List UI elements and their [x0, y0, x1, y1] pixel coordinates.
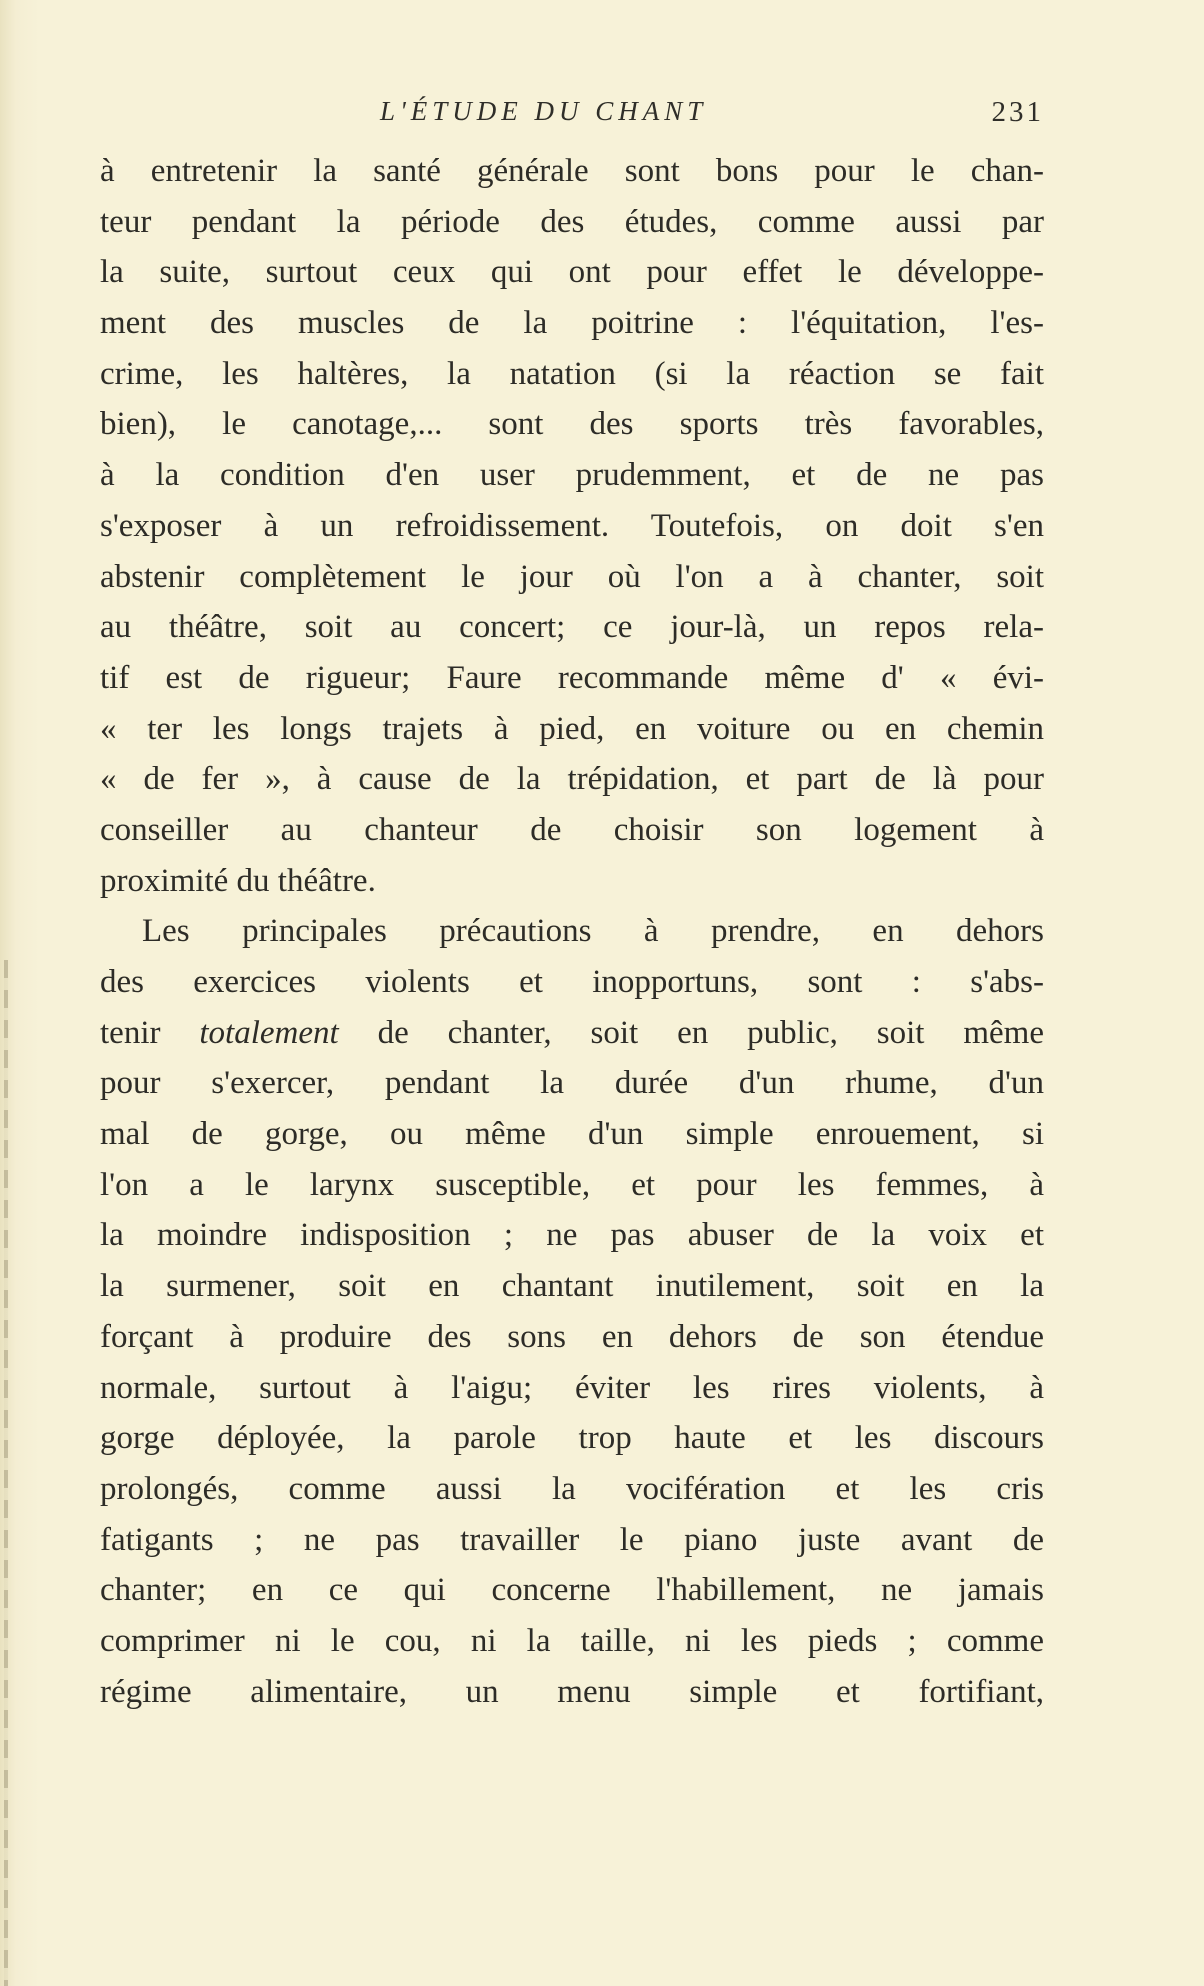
paragraph-1: [100, 146, 1044, 906]
text-line: comprimer ni le cou, ni la taille, ni les pieds ; comme: [100, 1622, 1044, 1659]
text-line: abstenir complètement le jour où l'on a à chanter, soit: [100, 558, 1044, 595]
text-line: l'on a le larynx susceptible, et pour les femmes, à: [100, 1166, 1044, 1203]
text-line: la surmener, soit en chantant inutilement, soit en la: [100, 1268, 1044, 1305]
text-line: à la condition d'en user prudemment, et de ne pas: [100, 457, 1044, 494]
text-fragment: tenir: [100, 1014, 200, 1051]
page-header: [100, 96, 1044, 136]
text-line: « ter les longs trajets à pied, en voiture ou en chemin: [100, 710, 1044, 747]
text-line: au théâtre, soit au concert; ce jour-là, un repos rela-: [100, 609, 1044, 646]
text-line: proximité du théâtre.: [100, 862, 376, 899]
text-line: bien), le canotage,... sont des sports très favorables,: [100, 406, 1044, 443]
text-line: [100, 1008, 1044, 1059]
text-line: teur pendant la période des études, comme aussi par: [100, 203, 1044, 240]
text-fragment: de chanter, soit en public, soit même: [338, 1014, 1044, 1051]
text-line: la moindre indisposition ; ne pas abuser de la voix et: [100, 1217, 1044, 1254]
text-line: conseiller au chanteur de choisir son logement à: [100, 811, 1044, 848]
text-line: chanter; en ce qui concerne l'habillement, ne jamais: [100, 1572, 1044, 1609]
text-line: prolongés, comme aussi la vocifération et les cris: [100, 1470, 1044, 1507]
text-line: forçant à produire des sons en dehors de son étendue: [100, 1318, 1044, 1355]
text-line: tif est de rigueur; Faure recommande même d' « évi-: [100, 659, 1044, 696]
text-line: à entretenir la santé générale sont bons pour le chan-: [100, 153, 1044, 189]
text-line: s'exposer à un refroidissement. Toutefois, on doit s'en: [100, 507, 1044, 544]
body-text: [100, 146, 1044, 1717]
text-line: gorge déployée, la parole trop haute et les discours: [100, 1420, 1044, 1457]
page-number: 231: [991, 96, 1044, 128]
text-line: mal de gorge, ou même d'un simple enrouement, si: [100, 1116, 1044, 1153]
text-line: ment des muscles de la poitrine : l'équitation, l'es-: [100, 305, 1044, 342]
text-line: des exercices violents et inopportuns, sont : s'abs-: [100, 964, 1044, 1000]
text-line: normale, surtout à l'aigu; éviter les rires violents, à: [100, 1369, 1044, 1406]
text-line: pour s'exercer, pendant la durée d'un rhume, d'un: [100, 1065, 1044, 1102]
running-title: L'ÉTUDE DU CHANT: [380, 96, 708, 126]
text-line: la suite, surtout ceux qui ont pour effet le développe-: [100, 254, 1044, 291]
paragraph-2: [100, 906, 1044, 1717]
text-line: « de fer », à cause de la trépidation, et part de là pour: [100, 761, 1044, 798]
text-line: Les principales précautions à prendre, en dehors: [142, 913, 1044, 950]
text-line: régime alimentaire, un menu simple et fortifiant,: [100, 1673, 1044, 1710]
text-line: fatigants ; ne pas travailler le piano juste avant de: [100, 1521, 1044, 1558]
emphasized-word: totalement: [199, 1014, 339, 1051]
page-edge-shadow: [4, 960, 8, 1986]
text-line: crime, les haltères, la natation (si la réaction se fait: [100, 355, 1044, 392]
